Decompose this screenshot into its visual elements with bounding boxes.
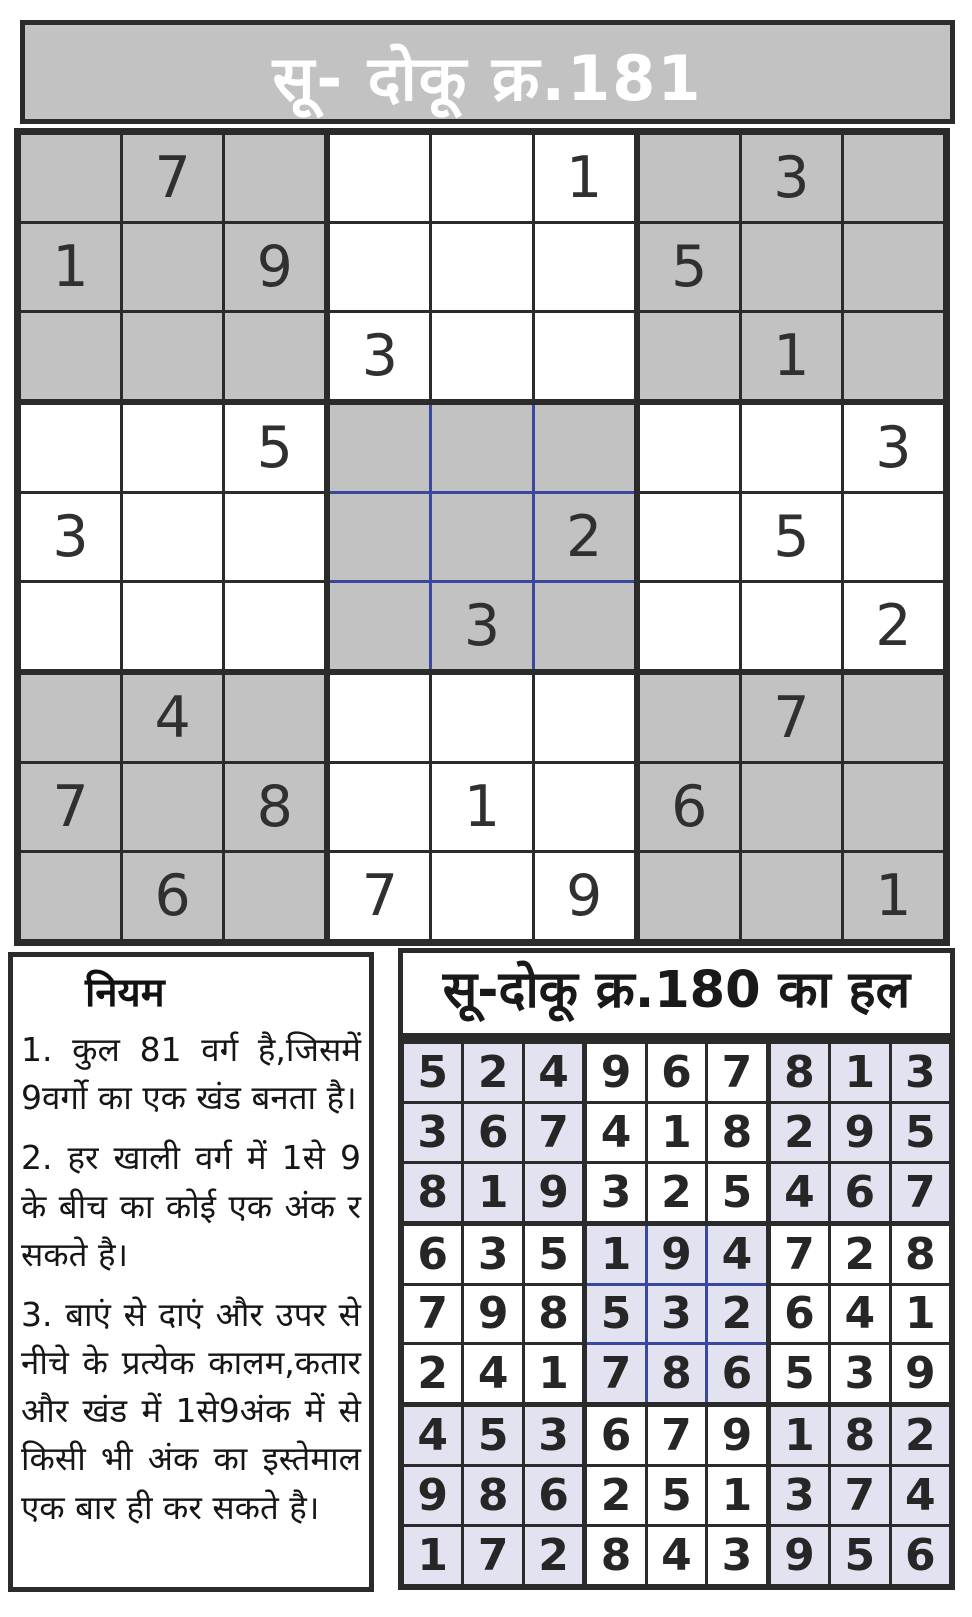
- rule-item-2: 2. हर खाली वर्ग में 1से 9 के बीच का कोई एक अंक र सकते है।: [21, 1138, 361, 1274]
- solution-cell: 5: [587, 1286, 644, 1343]
- solution-cell: 3: [525, 1407, 582, 1464]
- puzzle-cell[interactable]: [742, 583, 841, 669]
- puzzle-cell: 1: [742, 313, 841, 399]
- grid-block: [404, 1044, 582, 1221]
- puzzle-cell[interactable]: [123, 494, 222, 580]
- solution-title: सू-दोकू क्र.180 का हल: [442, 960, 911, 1020]
- puzzle-cell[interactable]: [640, 313, 739, 399]
- rules-heading: नियम: [85, 970, 165, 1016]
- puzzle-cell[interactable]: [742, 224, 841, 310]
- solution-cell: 7: [404, 1286, 461, 1343]
- puzzle-cell[interactable]: [123, 583, 222, 669]
- grid-block: [404, 1407, 582, 1584]
- solution-cell: 4: [587, 1104, 644, 1161]
- solution-cell: 1: [648, 1104, 705, 1161]
- puzzle-cell[interactable]: [123, 224, 222, 310]
- puzzle-cell[interactable]: [21, 405, 120, 491]
- puzzle-cell: 6: [123, 853, 222, 939]
- puzzle-cell[interactable]: [21, 313, 120, 399]
- solution-cell: 1: [892, 1286, 949, 1343]
- solution-cell: 6: [404, 1226, 461, 1283]
- puzzle-cell[interactable]: [432, 224, 531, 310]
- puzzle-cell[interactable]: [21, 135, 120, 221]
- puzzle-cell[interactable]: [535, 224, 634, 310]
- puzzle-cell: 7: [21, 764, 120, 850]
- puzzle-cell: 4: [123, 675, 222, 761]
- solution-cell: 6: [708, 1345, 765, 1402]
- rule-item-3: 3. बाएं से दाएं और उपर से नीचे के प्रत्येक कालम,कतार और खंड में 1से9अंक में से किसी भी अंक का इस्तेमाल एक बार ही कर सकते है।: [21, 1294, 361, 1527]
- solution-cell: 5: [892, 1104, 949, 1161]
- rule-item-1: 1. कुल 81 वर्ग है,जिसमें 9वर्गो का एक खंड बनता है।: [21, 1030, 361, 1118]
- puzzle-cell[interactable]: [432, 494, 531, 580]
- solution-cell: 1: [831, 1044, 888, 1101]
- solution-cell: 3: [404, 1104, 461, 1161]
- puzzle-cell[interactable]: [330, 405, 429, 491]
- puzzle-cell[interactable]: [640, 583, 739, 669]
- solution-cell: 2: [708, 1286, 765, 1343]
- puzzle-cell[interactable]: [844, 764, 943, 850]
- puzzle-cell[interactable]: [535, 405, 634, 491]
- solution-cell: 3: [587, 1164, 644, 1221]
- puzzle-cell: 8: [225, 764, 324, 850]
- solution-cell: 2: [831, 1226, 888, 1283]
- puzzle-cell[interactable]: [21, 853, 120, 939]
- solution-cell: 6: [771, 1286, 828, 1343]
- grid-block: [771, 1407, 949, 1584]
- puzzle-cell: 3: [742, 135, 841, 221]
- solution-cell: 5: [648, 1467, 705, 1524]
- puzzle-cell[interactable]: [432, 853, 531, 939]
- solution-cell: 1: [771, 1407, 828, 1464]
- solution-cell: 2: [892, 1407, 949, 1464]
- solution-cell: 7: [587, 1345, 644, 1402]
- grid-block: [21, 135, 324, 399]
- puzzle-cell[interactable]: [432, 405, 531, 491]
- solution-cell: 1: [708, 1467, 765, 1524]
- puzzle-cell: 9: [225, 224, 324, 310]
- puzzle-cell[interactable]: [123, 313, 222, 399]
- solution-cell: 9: [525, 1164, 582, 1221]
- solution-cell: 3: [771, 1467, 828, 1524]
- grid-block: [587, 1407, 765, 1584]
- solution-cell: 9: [464, 1286, 521, 1343]
- solution-cell: 4: [648, 1527, 705, 1584]
- solution-cell: 6: [648, 1044, 705, 1101]
- solution-cell: 2: [771, 1104, 828, 1161]
- solution-cell: 9: [892, 1345, 949, 1402]
- solution-cell: 9: [831, 1104, 888, 1161]
- solution-cell: 9: [404, 1467, 461, 1524]
- grid-block: [404, 1226, 582, 1403]
- solution-cell: 2: [525, 1527, 582, 1584]
- puzzle-cell[interactable]: [225, 675, 324, 761]
- solution-cell: 5: [525, 1226, 582, 1283]
- solution-cell: 8: [464, 1467, 521, 1524]
- puzzle-cell: 5: [225, 405, 324, 491]
- solution-cell: 2: [404, 1345, 461, 1402]
- puzzle-cell: 5: [742, 494, 841, 580]
- puzzle-cell: 1: [535, 135, 634, 221]
- solution-cell: 1: [464, 1164, 521, 1221]
- puzzle-cell: 9: [535, 853, 634, 939]
- puzzle-cell: 7: [123, 135, 222, 221]
- solution-cell: 7: [771, 1226, 828, 1283]
- puzzle-cell: 5: [640, 224, 739, 310]
- puzzle-cell[interactable]: [844, 224, 943, 310]
- puzzle-cell: 1: [21, 224, 120, 310]
- puzzle-cell[interactable]: [225, 135, 324, 221]
- solution-cell: 3: [648, 1286, 705, 1343]
- puzzle-cell[interactable]: [535, 675, 634, 761]
- solution-cell: 9: [648, 1226, 705, 1283]
- puzzle-cell: 1: [432, 764, 531, 850]
- puzzle-cell: 3: [330, 313, 429, 399]
- solution-cell: 8: [404, 1164, 461, 1221]
- puzzle-cell[interactable]: [225, 853, 324, 939]
- solution-cell: 4: [464, 1345, 521, 1402]
- puzzle-title-banner: [20, 20, 955, 124]
- rules-panel: [8, 952, 374, 1592]
- solution-cell: 6: [587, 1407, 644, 1464]
- puzzle-cell[interactable]: [535, 313, 634, 399]
- grid-block: [587, 1044, 765, 1221]
- solution-cell: 7: [525, 1104, 582, 1161]
- solution-cell: 6: [831, 1164, 888, 1221]
- grid-block: [640, 405, 943, 669]
- puzzle-cell[interactable]: [432, 135, 531, 221]
- solution-cell: 8: [831, 1407, 888, 1464]
- solution-cell: 7: [831, 1467, 888, 1524]
- solution-cell: 5: [708, 1164, 765, 1221]
- solution-cell: 8: [708, 1104, 765, 1161]
- puzzle-cell[interactable]: [21, 675, 120, 761]
- grid-block: [330, 405, 633, 669]
- solution-cell: 4: [831, 1286, 888, 1343]
- solution-cell: 3: [892, 1044, 949, 1101]
- solution-title-box: [398, 948, 955, 1038]
- puzzle-title: सू- दोकू क्र.181: [272, 42, 703, 115]
- puzzle-cell[interactable]: [844, 494, 943, 580]
- solution-cell: 1: [404, 1527, 461, 1584]
- solution-cell: 9: [771, 1527, 828, 1584]
- puzzle-cell[interactable]: [844, 135, 943, 221]
- grid-block: [21, 405, 324, 669]
- puzzle-cell[interactable]: [330, 224, 429, 310]
- solution-cell: 6: [892, 1527, 949, 1584]
- grid-block: [21, 675, 324, 939]
- solution-grid: [398, 1038, 955, 1590]
- solution-cell: 2: [648, 1164, 705, 1221]
- puzzle-cell: 7: [742, 675, 841, 761]
- solution-cell: 7: [648, 1407, 705, 1464]
- solution-cell: 4: [892, 1467, 949, 1524]
- solution-cell: 3: [831, 1345, 888, 1402]
- solution-cell: 8: [892, 1226, 949, 1283]
- puzzle-cell[interactable]: [742, 764, 841, 850]
- puzzle-cell[interactable]: [742, 405, 841, 491]
- solution-cell: 9: [708, 1407, 765, 1464]
- puzzle-cell[interactable]: [535, 764, 634, 850]
- puzzle-cell: 7: [330, 853, 429, 939]
- solution-cell: 2: [464, 1044, 521, 1101]
- puzzle-cell[interactable]: [330, 135, 429, 221]
- grid-block: [771, 1226, 949, 1403]
- puzzle-cell: 1: [844, 853, 943, 939]
- solution-cell: 2: [587, 1467, 644, 1524]
- puzzle-cell[interactable]: [640, 405, 739, 491]
- solution-cell: 1: [587, 1226, 644, 1283]
- solution-cell: 6: [464, 1104, 521, 1161]
- solution-cell: 3: [464, 1226, 521, 1283]
- puzzle-cell[interactable]: [640, 135, 739, 221]
- puzzle-cell[interactable]: [225, 494, 324, 580]
- puzzle-cell: 2: [535, 494, 634, 580]
- solution-cell: 8: [587, 1527, 644, 1584]
- puzzle-grid: [14, 128, 950, 946]
- grid-block: [330, 675, 633, 939]
- puzzle-cell[interactable]: [225, 313, 324, 399]
- grid-block: [771, 1044, 949, 1221]
- solution-cell: 7: [464, 1527, 521, 1584]
- grid-block: [640, 135, 943, 399]
- solution-cell: 7: [708, 1044, 765, 1101]
- puzzle-cell[interactable]: [123, 764, 222, 850]
- puzzle-cell[interactable]: [123, 405, 222, 491]
- puzzle-cell: 3: [432, 583, 531, 669]
- solution-cell: 3: [708, 1527, 765, 1584]
- solution-cell: 7: [892, 1164, 949, 1221]
- solution-cell: 8: [525, 1286, 582, 1343]
- solution-cell: 8: [648, 1345, 705, 1402]
- grid-block: [587, 1226, 765, 1403]
- solution-cell: 5: [404, 1044, 461, 1101]
- puzzle-cell[interactable]: [330, 675, 429, 761]
- puzzle-cell[interactable]: [330, 583, 429, 669]
- grid-block: [330, 135, 633, 399]
- puzzle-cell[interactable]: [535, 583, 634, 669]
- puzzle-cell[interactable]: [742, 853, 841, 939]
- puzzle-cell[interactable]: [330, 494, 429, 580]
- solution-cell: 5: [771, 1345, 828, 1402]
- puzzle-cell[interactable]: [844, 675, 943, 761]
- puzzle-cell: 3: [21, 494, 120, 580]
- puzzle-cell: 3: [844, 405, 943, 491]
- solution-cell: 4: [525, 1044, 582, 1101]
- solution-cell: 1: [525, 1345, 582, 1402]
- solution-cell: 4: [771, 1164, 828, 1221]
- solution-cell: 5: [831, 1527, 888, 1584]
- solution-cell: 9: [587, 1044, 644, 1101]
- puzzle-cell[interactable]: [432, 675, 531, 761]
- puzzle-cell[interactable]: [432, 313, 531, 399]
- grid-block: [640, 675, 943, 939]
- puzzle-cell: 2: [844, 583, 943, 669]
- puzzle-cell[interactable]: [21, 583, 120, 669]
- solution-cell: 5: [464, 1407, 521, 1464]
- puzzle-cell[interactable]: [330, 764, 429, 850]
- puzzle-cell[interactable]: [640, 675, 739, 761]
- solution-cell: 8: [771, 1044, 828, 1101]
- puzzle-cell: 6: [640, 764, 739, 850]
- solution-cell: 4: [708, 1226, 765, 1283]
- puzzle-cell[interactable]: [640, 494, 739, 580]
- solution-cell: 6: [525, 1467, 582, 1524]
- puzzle-cell[interactable]: [640, 853, 739, 939]
- solution-cell: 4: [404, 1407, 461, 1464]
- puzzle-cell[interactable]: [844, 313, 943, 399]
- puzzle-cell[interactable]: [225, 583, 324, 669]
